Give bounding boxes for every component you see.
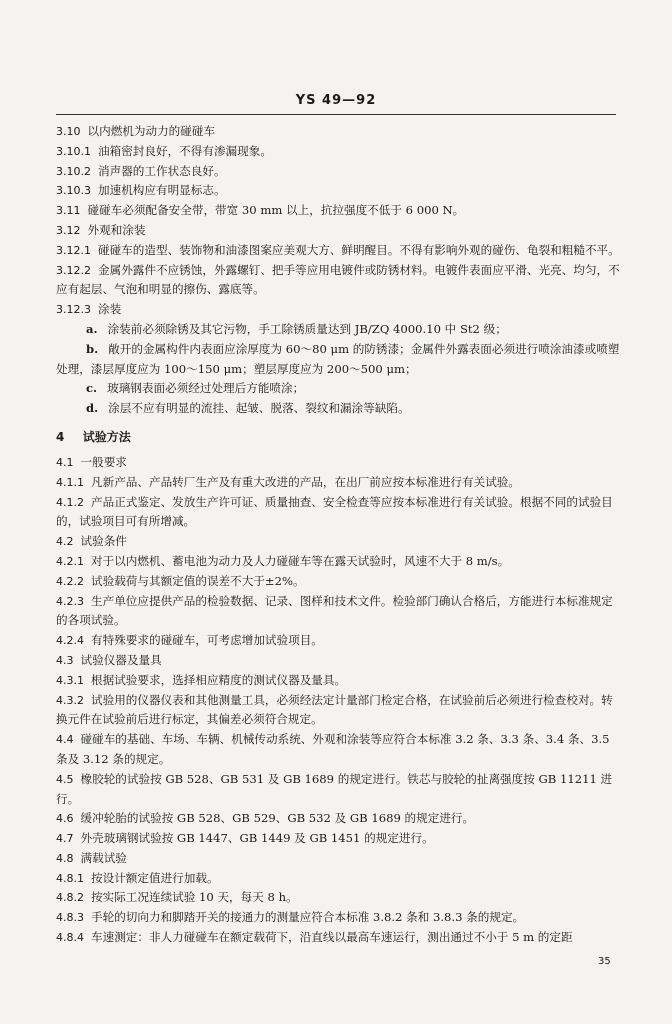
- clause-number: 4.1.2: [56, 495, 84, 509]
- clause: [56, 453, 622, 473]
- clause-number: 3.11: [56, 204, 81, 218]
- clause-text: 碰碰车必须配备安全带，带宽 30 mm 以上，抗拉强度不低于 6 000 N。: [87, 203, 465, 218]
- clause-text: 凡新产品、产品转厂生产及有重大改进的产品，在出厂前应按本标准进行有关试验。: [91, 474, 520, 489]
- clause-number: 4.8.4: [56, 931, 84, 945]
- clause: [56, 572, 622, 592]
- clause-text: 以内燃机为动力的碰碰车: [87, 124, 216, 138]
- clause-text: 根据试验要求，选择相应精度的测试仪器及量具。: [91, 672, 347, 687]
- clause-number: 3.10.1: [56, 144, 91, 158]
- clause: [56, 809, 622, 829]
- clause: [56, 888, 622, 908]
- clause-text: 碰碰车的基础、车场、车辆、机械传动系统、外观和涂装等应符合本标准 3.2 条、3.3 条、3.4 条、3.5 条及 3.12 条的规定。: [56, 732, 610, 766]
- clause-text: 涂装: [98, 302, 122, 317]
- clause-text: 缓冲轮胎的试验按 GB 528、GB 529、GB 532 及 GB 1689 的规定进行。: [80, 811, 475, 826]
- clause: [56, 829, 622, 849]
- subitem-label: a.: [86, 321, 98, 336]
- section-4-number: 4: [56, 429, 65, 444]
- clause: [56, 201, 622, 221]
- clause-number: 4.8.3: [56, 911, 84, 925]
- clause: [56, 552, 622, 572]
- section-3-items: [56, 122, 622, 320]
- clause: [56, 691, 622, 731]
- clause: [56, 651, 622, 671]
- clause-text: 按设计额定值进行加载。: [91, 870, 219, 885]
- clause-number: 4.4: [56, 733, 74, 747]
- clause-text: 试验仪器及量具: [80, 652, 162, 667]
- coating-subitems: [56, 320, 622, 419]
- subitem-label: b.: [86, 341, 99, 356]
- clause-number: 4.2.2: [56, 574, 84, 588]
- clause: [56, 162, 622, 182]
- clause-number: 4.8.2: [56, 891, 84, 905]
- header-rule: [56, 114, 616, 115]
- clause: [56, 849, 622, 869]
- clause: [56, 631, 622, 651]
- clause-number: 4.5: [56, 772, 74, 786]
- clause: [56, 928, 622, 948]
- clause-number: 4.2.1: [56, 554, 84, 568]
- clause: [56, 671, 622, 691]
- section-4-heading: [56, 427, 622, 447]
- clause-text: 手轮的切向力和脚踏开关的接通力的测量应符合本标准 3.8.2 条和 3.8.3 条的规定。: [91, 910, 525, 925]
- clause-number: 3.12.2: [56, 263, 91, 277]
- clause-text: 试验用的仪器仪表和其他测量工具，必须经法定计量部门检定合格，在试验前后必须进行检查校对。转换元件在试验前后进行标定，其偏差必须符合规定。: [56, 692, 613, 727]
- clause-number: 4.7: [56, 832, 74, 846]
- clause: [56, 300, 622, 320]
- coating-subitem: [56, 399, 622, 419]
- clause-number: 4.3: [56, 653, 74, 667]
- clause-text: 金属外露件不应锈蚀，外露螺钉、把手等应用电镀件或防锈材料。电镀件表面应平滑、光亮、均匀，不应有起层、气泡和明显的擦伤、露底等。: [56, 262, 620, 297]
- clause-number: 4.2.4: [56, 634, 84, 648]
- clause-text: 有特殊要求的碰碰车，可考虑增加试验项目。: [91, 633, 323, 648]
- clause: [56, 770, 622, 810]
- subitem-text: 玻璃钢表面必须经过处理后方能喷涂；: [107, 381, 305, 396]
- clause-number: 4.6: [56, 812, 74, 826]
- page-number: 35: [598, 956, 611, 967]
- clause: [56, 869, 622, 889]
- clause-text: 橡胶轮的试验按 GB 528、GB 531 及 GB 1689 的规定进行。铁芯与胶轮的扯离强度按 GB 11211 进行。: [56, 771, 613, 806]
- subitem-text: 涂层不应有明显的流挂、起皱、脱落、裂纹和漏涂等缺陷。: [108, 401, 410, 416]
- clause-text: 碰碰车的造型、装饰物和油漆图案应美观大方、鲜明醒目。不得有影响外观的碰伤、龟裂和粗糙不平。: [98, 242, 620, 257]
- clause: [56, 493, 622, 533]
- clause-number: 3.10: [56, 125, 81, 138]
- subitem-text: 敞开的金属构件内表面应涂厚度为 60～80 μm 的防锈漆；金属件外露表面必须进行喷涂油漆或喷塑处理，漆层厚度应为 100～150 μm；塑层厚度应为 200～500 μm；: [56, 341, 620, 376]
- clause-text: 加速机构应有明显标志。: [98, 183, 226, 198]
- clause-number: 3.12.3: [56, 303, 91, 317]
- clause: [56, 261, 622, 301]
- clause-number: 4.2.3: [56, 594, 84, 608]
- document-body: [56, 122, 622, 948]
- section-4-title: 试验方法: [82, 429, 131, 444]
- clause: [56, 241, 622, 261]
- coating-subitem: [56, 320, 622, 340]
- clause-number: 3.12: [56, 223, 81, 237]
- clause-text: 产品正式鉴定、发放生产许可证、质量抽查、安全检查等应按本标准进行有关试验。根据不同的试验目的，试验项目可有所增减。: [56, 494, 613, 529]
- clause-text: 对于以内燃机、蓄电池为动力及人力碰碰车等在露天试验时，风速不大于 8 m/s。: [91, 553, 510, 568]
- clause-number: 4.3.2: [56, 693, 84, 707]
- clause-text: 消声器的工作状态良好。: [98, 163, 226, 178]
- clause-text: 车速测定：非人力碰碰车在额定载荷下，沿直线以最高车速运行，测出通过不小于 5 m 的定距: [91, 930, 573, 945]
- clause-number: 3.10.3: [56, 184, 91, 198]
- coating-subitem: [56, 379, 622, 399]
- clause-text: 外壳玻璃钢试验按 GB 1447、GB 1449 及 GB 1451 的规定进行。: [80, 831, 434, 846]
- clause-number: 4.2: [56, 535, 74, 549]
- clause: [56, 730, 622, 770]
- clause-number: 4.8: [56, 851, 74, 865]
- subitem-text: 涂装前必须除锈及其它污物，手工除锈质量达到 JB/ZQ 4000.10 中 St2 级；: [107, 321, 507, 336]
- subitem-label: c.: [86, 381, 98, 396]
- clause: [56, 592, 622, 632]
- subitem-label: d.: [86, 401, 99, 416]
- clause-number: 4.3.1: [56, 673, 84, 687]
- clause: [56, 122, 622, 142]
- clause-text: 按实际工况连续试验 10 天，每天 8 h。: [91, 890, 298, 905]
- clause: [56, 221, 622, 241]
- section-4-items: [56, 453, 622, 948]
- clause-text: 生产单位应提供产品的检验数据、记录、图样和技术文件。检验部门确认合格后，方能进行本标准规定的各项试验。: [56, 593, 613, 628]
- clause-text: 外观和涂装: [87, 222, 146, 237]
- clause-number: 3.10.2: [56, 164, 91, 178]
- clause-number: 4.8.1: [56, 871, 84, 885]
- clause-number: 4.1.1: [56, 475, 84, 489]
- clause-number: 3.12.1: [56, 243, 91, 257]
- clause-text: 试验载荷与其额定值的误差不大于±2%。: [91, 573, 305, 588]
- clause: [56, 908, 622, 928]
- clause-text: 满载试验: [80, 850, 127, 865]
- clause-number: 4.1: [56, 455, 74, 469]
- clause-text: 试验条件: [80, 534, 127, 549]
- clause: [56, 142, 622, 162]
- coating-subitem: [56, 340, 622, 380]
- clause: [56, 532, 622, 552]
- clause-text: 油箱密封良好，不得有渗漏现象。: [98, 143, 272, 158]
- document-header: YS 49—92: [295, 93, 377, 108]
- clause: [56, 181, 622, 201]
- clause-text: 一般要求: [80, 454, 127, 469]
- clause: [56, 473, 622, 493]
